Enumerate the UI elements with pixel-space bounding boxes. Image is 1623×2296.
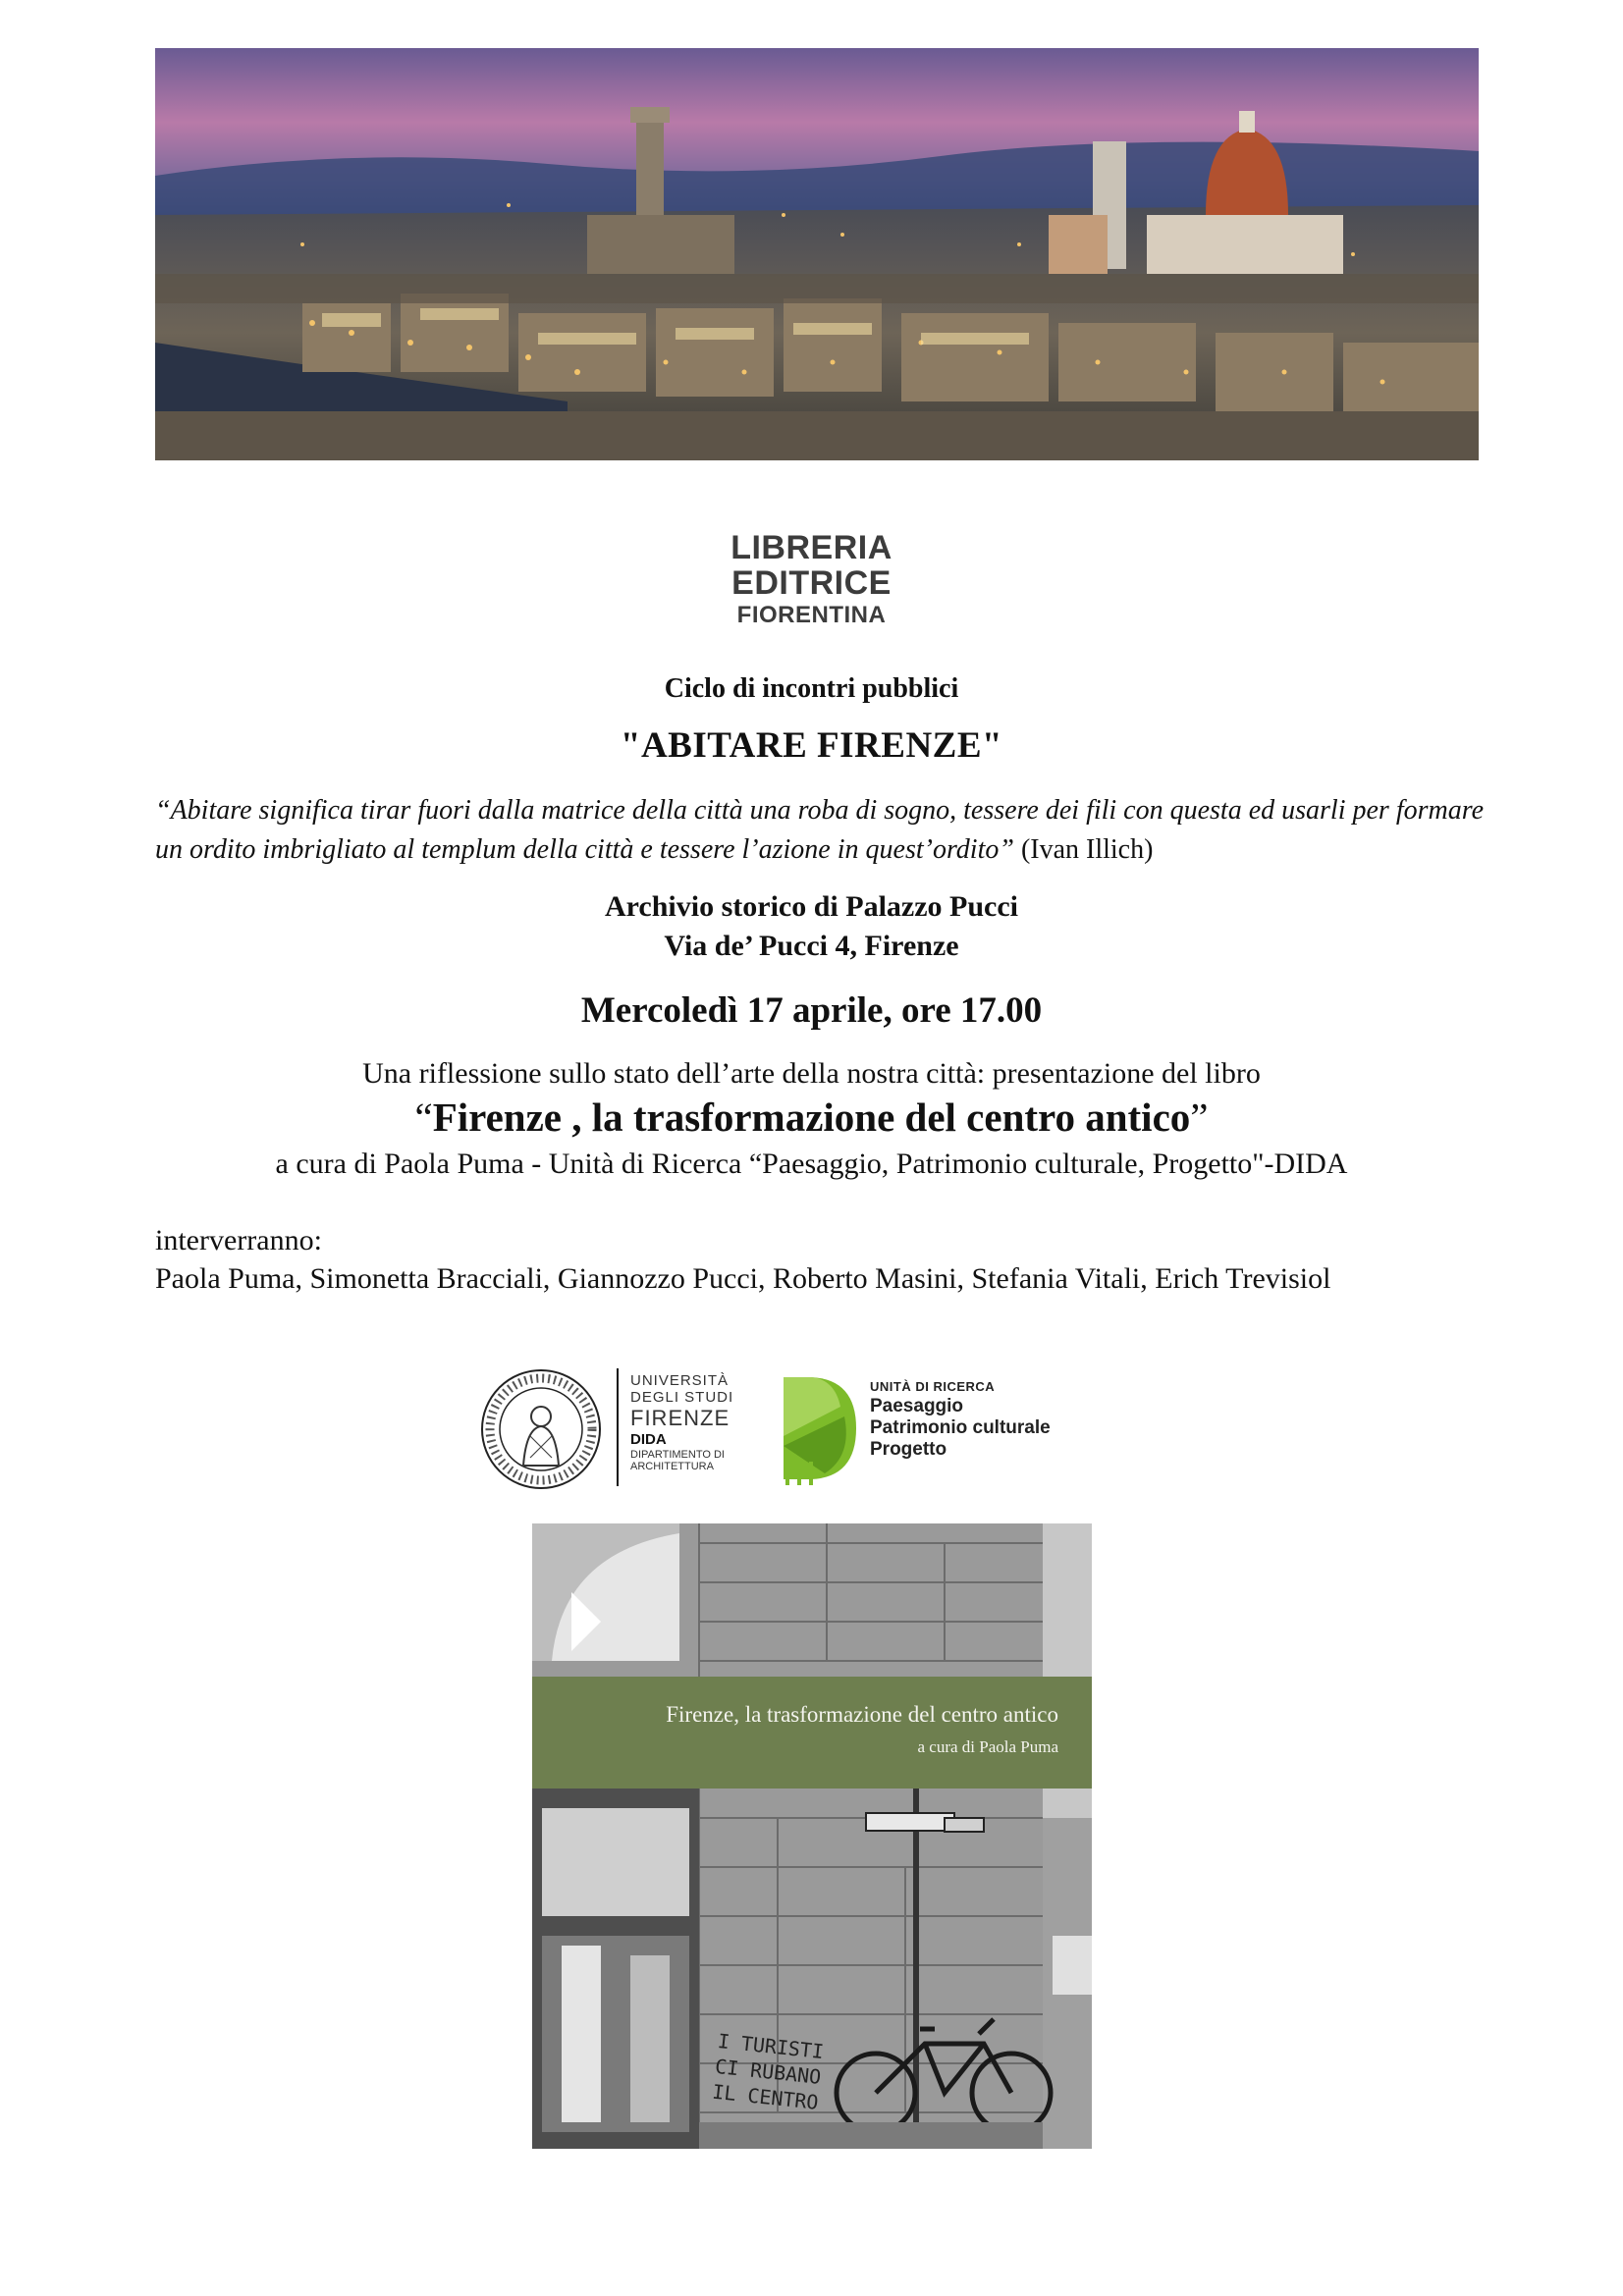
research-label: UNITÀ DI RICERCA bbox=[870, 1379, 996, 1394]
cover-graffiti: I TURISTI CI RUBANO IL CENTRO bbox=[711, 2028, 826, 2114]
cover-title: Firenze, la trasformazione del centro antico bbox=[666, 1702, 1058, 1727]
header-panorama-image bbox=[155, 48, 1479, 460]
publisher-line-2: EDITRICE bbox=[731, 564, 892, 602]
event-quote bbox=[155, 791, 1490, 870]
research-line-2: Patrimonio culturale bbox=[870, 1417, 1051, 1438]
logo-divider bbox=[617, 1368, 619, 1486]
quote-author: (Ivan Illich) bbox=[1020, 834, 1154, 865]
university-seal-icon bbox=[479, 1367, 603, 1491]
book-title-close-quote: ” bbox=[1190, 1095, 1209, 1140]
cover-title-band bbox=[532, 1677, 1092, 1789]
university-wordmark bbox=[630, 1372, 733, 1472]
book-title bbox=[0, 1094, 1623, 1141]
cover-subtitle: a cura di Paola Puma bbox=[917, 1737, 1058, 1756]
venue-name: Archivio storico di Palazzo Pucci bbox=[604, 890, 1019, 923]
speakers-label: interverranno: bbox=[155, 1224, 322, 1256]
event-date: Mercoledì 17 aprile, ore 17.00 bbox=[580, 990, 1043, 1031]
book-cover-image bbox=[532, 1523, 1092, 2149]
publisher-logo bbox=[0, 530, 1623, 630]
venue-address: Via de’ Pucci 4, Firenze bbox=[664, 930, 959, 962]
research-line-1: Paesaggio bbox=[870, 1396, 964, 1416]
university-line-2: DEGLI STUDI bbox=[630, 1389, 734, 1406]
book-title-text: Firenze , la trasformazione del centro antico bbox=[432, 1095, 1191, 1140]
department-line-2: ARCHITETTURA bbox=[630, 1461, 714, 1472]
research-unit-wordmark bbox=[870, 1378, 1051, 1461]
quote-text: “Abitare significa tirar fuori dalla matrice della città una roba di sogno, tessere dei fili con questa ed usarli per formare un ordito imbrigliato al templum della città e tessere l’azione in quest’ordito” bbox=[155, 795, 1484, 865]
university-line-1: UNIVERSITÀ bbox=[630, 1372, 730, 1389]
event-cycle: Ciclo di incontri pubblici bbox=[664, 673, 959, 704]
university-line-3: FIRENZE bbox=[630, 1406, 730, 1430]
publisher-line-1: LIBRERIA bbox=[730, 529, 893, 566]
research-unit-logo-icon bbox=[776, 1367, 860, 1489]
department-line-1: DIPARTIMENTO DI bbox=[630, 1449, 725, 1461]
department-code: DIDA bbox=[630, 1431, 667, 1448]
book-curator: a cura di Paola Puma - Unità di Ricerca “Paesaggio, Patrimonio culturale, Progetto"-DIDA bbox=[275, 1148, 1348, 1180]
research-line-3: Progetto bbox=[870, 1439, 947, 1460]
speakers-list: Paola Puma, Simonetta Bracciali, Giannozzo Pucci, Roberto Masini, Stefania Vitali, Erich Trevisiol bbox=[155, 1262, 1331, 1295]
event-title: "ABITARE FIRENZE" bbox=[620, 725, 1003, 766]
book-title-open-quote: “ bbox=[414, 1095, 433, 1140]
publisher-line-3: FIORENTINA bbox=[736, 602, 887, 628]
event-intro: Una riflessione sullo stato dell’arte della nostra città: presentazione del libro bbox=[362, 1057, 1261, 1090]
partner-logos bbox=[479, 1364, 1151, 1496]
